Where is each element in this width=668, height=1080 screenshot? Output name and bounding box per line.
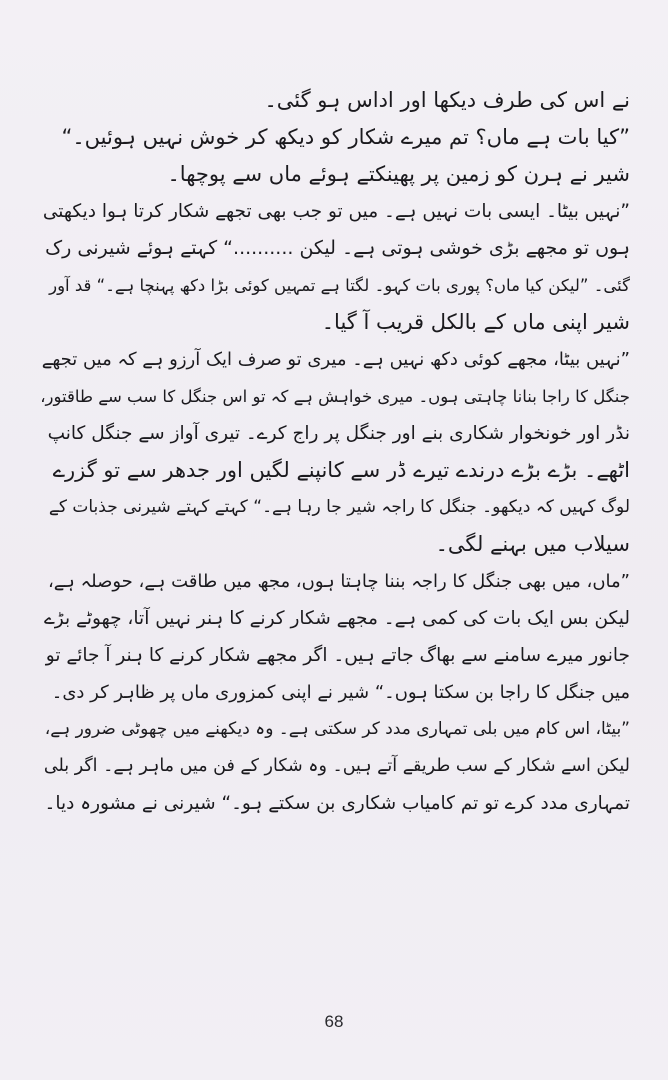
text-line: ”نہیں بیٹا، مجھے کوئی دکھ نہیں ہے۔ میری تو صرف ایک آرزو ہے کہ میں تجھے xyxy=(41,349,630,370)
text-line: لیکن بس ایک بات کی کمی ہے۔ مجھے شکار کرنے کا ہنر نہیں آتا، چھوٹے بڑے xyxy=(43,608,630,629)
text-line: ہوں تو مجھے بڑی خوشی ہوتی ہے۔ لیکن ..........“ کہتے ہوئے شیرنی رک xyxy=(45,237,630,259)
text-line: شیر نے ہرن کو زمین پر پھینکتے ہوئے ماں سے پوچھا۔ xyxy=(167,162,630,186)
text-line: میں جنگل کا راجا بن سکتا ہوں۔“ شیر نے اپنی کمزوری ماں پر ظاہر کر دی۔ xyxy=(51,682,630,703)
text-line: اٹھے۔ بڑے بڑے درندے تیرے ڈر سے کانپنے لگیں اور جدھر سے تو گزرے xyxy=(52,458,630,482)
text-line: ”ماں، میں بھی جنگل کا راجہ بننا چاہتا ہوں، مجھ میں طاقت ہے، حوصلہ ہے، xyxy=(47,571,630,592)
text-line: شیر اپنی ماں کے بالکل قریب آ گیا۔ xyxy=(321,310,630,334)
text-line: تمہاری مدد کرے تو تم کامیاب شکاری بن سکتے ہو۔“ شیرنی نے مشورہ دیا۔ xyxy=(44,793,630,814)
text-line: جانور میرے سامنے سے بھاگ جاتے ہیں۔ اگر مجھے شکار کرنے کا ہنر آ جائے تو xyxy=(45,645,630,666)
text-line: ”کیا بات ہے ماں؟ تم میرے شکار کو دیکھ کر خوش نہیں ہوئیں۔“ xyxy=(61,125,630,149)
text-line: ”نہیں بیٹا۔ ایسی بات نہیں ہے۔ میں تو جب بھی تجھے شکار کرتا ہوا دیکھتی xyxy=(42,201,630,222)
text-line: جنگل کا راجا بنانا چاہتی ہوں۔ میری خواہش ہے کہ تو اس جنگل کا سب سے طاقتور، xyxy=(40,387,630,406)
page-number: 68 xyxy=(324,1012,344,1031)
text-line: نے اس کی طرف دیکھا اور اداس ہو گئی۔ xyxy=(264,88,630,112)
text-line: لوگ کہیں کہ دیکھو۔ جنگل کا راجہ شیر جا رہا ہے۔“ کہتے کہتے شیرنی جذبات کے xyxy=(48,497,630,517)
text-line: لیکن اسے شکار کے سب طریقے آتے ہیں۔ وہ شکار کے فن میں ماہر ہے۔ اگر بلی xyxy=(43,756,630,776)
text-line: نڈر اور خونخوار شکاری بنے اور جنگل پر راج کرے۔ تیری آواز سے جنگل کانپ xyxy=(47,423,630,444)
story-text xyxy=(40,82,630,822)
text-line: ”بیٹا، اس کام میں بلی تمہاری مدد کر سکتی ہے۔ وہ دیکھنے میں چھوٹی ضرور ہے، xyxy=(44,719,630,739)
text-line: گئی۔ ”لیکن کیا ماں؟ پوری بات کہو۔ لگتا ہے تمہیں کوئی بڑا دکھ پہنچا ہے۔“ قد آور xyxy=(49,276,630,295)
text-line: سیلاب میں بہنے لگی۔ xyxy=(435,532,630,556)
